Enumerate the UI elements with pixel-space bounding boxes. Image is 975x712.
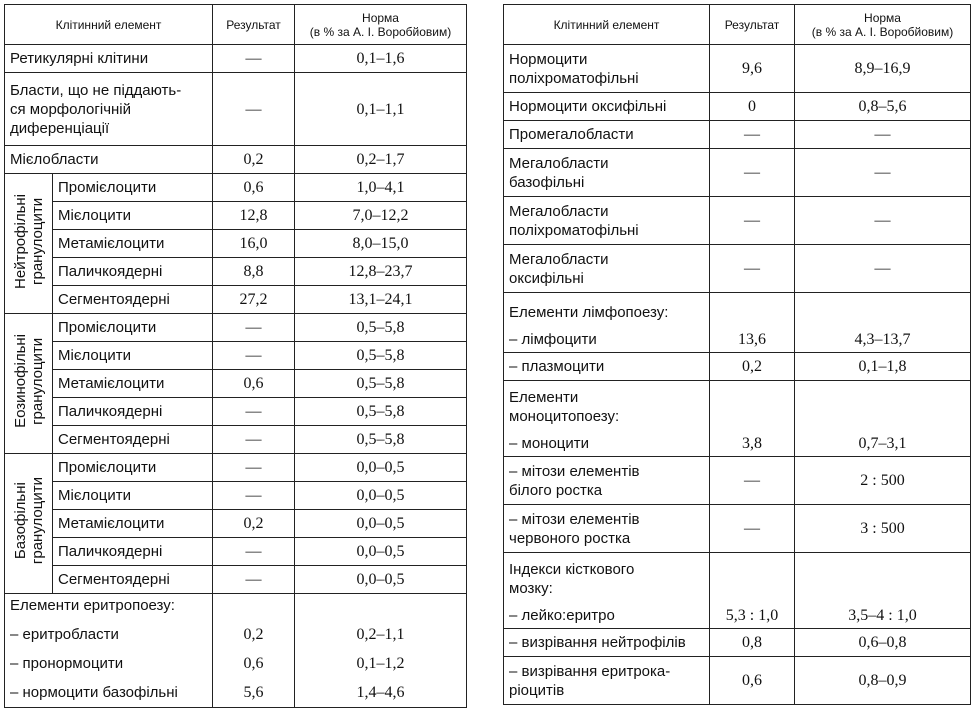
table-row [5, 202, 467, 230]
header-row [5, 5, 467, 45]
cell-element: Бласти, що не піддають- ся морфологічній диференціації [5, 73, 213, 146]
cell-result: 12,8 [213, 202, 295, 230]
cell-norm: 0,5–5,8 [295, 370, 467, 398]
cell-norm: 0,0–0,5 [295, 538, 467, 566]
cell-result: 16,0 [213, 230, 295, 258]
erythro-element: – пронормоцити [10, 655, 124, 672]
cell-norm: — [795, 149, 971, 197]
cell-result [213, 594, 295, 708]
cell-result: 0,6 [213, 174, 295, 202]
cell-result: — [710, 121, 795, 149]
cell-norm [295, 594, 467, 708]
group-label [5, 174, 53, 314]
cell-norm: 0,0–0,5 [295, 510, 467, 538]
cell-element: Мієлоцити [53, 342, 213, 370]
cell-norm: 3 : 500 [795, 505, 971, 553]
mono-block-heading: Елементи моноцитопоезу: [509, 389, 620, 425]
cell-norm: 2 : 500 [795, 457, 971, 505]
cell-result: 0,8 [710, 629, 795, 657]
cell-norm: 0,1–1,1 [295, 73, 467, 146]
cell-norm: 0,2–1,7 [295, 146, 467, 174]
cell-element: Промегалобласти [504, 121, 710, 149]
table-row [5, 45, 467, 73]
table-row [5, 230, 467, 258]
cell-norm: 0,1–1,8 [795, 353, 971, 381]
cell-element: Нормоцити оксифільні [504, 93, 710, 121]
header-element: Клітинний елемент [5, 5, 213, 45]
erythro-heading: Елементи еритропоезу: [10, 597, 175, 614]
right-table [503, 4, 971, 705]
cell-element: Мієлоцити [53, 482, 213, 510]
cell-norm: 0,8–0,9 [795, 657, 971, 705]
cell-element: Паличкоядерні [53, 398, 213, 426]
cell-element: – визрівання еритрока- ріоцитів [504, 657, 710, 705]
cell-result: — [710, 149, 795, 197]
left-table [4, 4, 467, 708]
cell-result: — [213, 482, 295, 510]
cell-result: 0,2 [710, 353, 795, 381]
cell-result: — [213, 314, 295, 342]
erythro-element: – еритробласти [10, 626, 119, 643]
cell-result: 9,6 [710, 45, 795, 93]
cell-norm: 13,1–24,1 [295, 286, 467, 314]
table-row [5, 482, 467, 510]
erythro-result: 0,6 [243, 655, 264, 672]
cell-result: — [213, 45, 295, 73]
cell-result: 3,8 [710, 381, 795, 457]
cell-element: Промієлоцити [53, 454, 213, 482]
group-label-text: Еозинофільні гранулоцити [11, 334, 46, 428]
cell-norm: 0,5–5,8 [295, 426, 467, 454]
table-row [5, 454, 467, 482]
table-row [5, 566, 467, 594]
table-row [504, 149, 971, 197]
cell-result: — [213, 426, 295, 454]
cell-result: — [710, 457, 795, 505]
header-result: Результат [213, 5, 295, 45]
cell-element: – мітози елементів білого ростка [504, 457, 710, 505]
cell-norm: 0,1–1,6 [295, 45, 467, 73]
cell-norm: — [795, 245, 971, 293]
table-row [5, 538, 467, 566]
cell-element: Мієлобласти [5, 146, 213, 174]
table-row [5, 398, 467, 426]
cell-element: Метамієлоцити [53, 230, 213, 258]
table-row [5, 342, 467, 370]
header-element: Клітинний елемент [504, 5, 710, 45]
cell-element: Промієлоцити [53, 174, 213, 202]
table-row [5, 286, 467, 314]
cell-result: — [710, 505, 795, 553]
cell-norm: 1,0–4,1 [295, 174, 467, 202]
erythro-block [5, 594, 467, 708]
table-row [5, 510, 467, 538]
cell-element: Нормоцити поліхроматофільні [504, 45, 710, 93]
table-row [504, 245, 971, 293]
table-row [504, 457, 971, 505]
cell-result: 5,3 : 1,0 [710, 553, 795, 629]
cell-result: 0,6 [710, 657, 795, 705]
table-row [504, 353, 971, 381]
cell-result: — [710, 245, 795, 293]
header-norm: Норма (в % за А. І. Воробйовим) [295, 5, 467, 45]
mono-block [504, 381, 971, 457]
header-result: Результат [710, 5, 795, 45]
cell-norm: — [795, 121, 971, 149]
indices-block [504, 553, 971, 629]
table-row [504, 657, 971, 705]
cell-norm: 8,9–16,9 [795, 45, 971, 93]
cell-element: – плазмоцити [504, 353, 710, 381]
cell-element: Метамієлоцити [53, 510, 213, 538]
cell-result: 0 [710, 93, 795, 121]
cell-result: — [213, 454, 295, 482]
spacer [300, 596, 461, 615]
cell-result: — [213, 566, 295, 594]
group-label [5, 314, 53, 454]
table-row [5, 370, 467, 398]
cell-element: Сегментоядерні [53, 426, 213, 454]
group-label-text: Базофільні гранулоцити [11, 477, 46, 565]
cell-element: – визрівання нейтрофілів [504, 629, 710, 657]
cell-element: – мітози елементів червоного ростка [504, 505, 710, 553]
cell-element: Метамієлоцити [53, 370, 213, 398]
indices-block-heading: Індекси кісткового мозку: [509, 561, 635, 597]
erythro-element: – нормоцити базофільні [10, 684, 178, 701]
cell-norm: 0,8–5,6 [795, 93, 971, 121]
table-row [504, 629, 971, 657]
cell-result: — [213, 342, 295, 370]
erythro-norm: 0,1–1,2 [356, 655, 405, 672]
cell-result: — [213, 73, 295, 146]
table-row [5, 314, 467, 342]
cell-result: 13,6 [710, 293, 795, 353]
cell-element: Мієлоцити [53, 202, 213, 230]
cell-norm: 0,6–0,8 [795, 629, 971, 657]
cell-norm: 8,0–15,0 [295, 230, 467, 258]
cell-element [504, 553, 710, 629]
mono-block-element: – моноцити [509, 435, 590, 452]
cell-norm: 0,0–0,5 [295, 482, 467, 510]
cell-norm: — [795, 197, 971, 245]
cell-element [5, 594, 213, 708]
cell-norm: 7,0–12,2 [295, 202, 467, 230]
cell-element [504, 293, 710, 353]
cell-norm: 0,5–5,8 [295, 398, 467, 426]
cell-norm: 12,8–23,7 [295, 258, 467, 286]
cell-norm: 0,0–0,5 [295, 454, 467, 482]
cell-element: Мегалобласти поліхроматофільні [504, 197, 710, 245]
cell-norm: 0,7–3,1 [795, 381, 971, 457]
erythro-result: 0,2 [243, 626, 264, 643]
table-row [504, 45, 971, 93]
table-row [5, 174, 467, 202]
cell-result: — [213, 538, 295, 566]
cell-element: Мегалобласти оксифільні [504, 245, 710, 293]
cell-result: — [213, 398, 295, 426]
table-row [504, 505, 971, 553]
lympho-block-element: – лімфоцити [509, 331, 597, 348]
spacer [218, 596, 289, 615]
cell-norm: 0,5–5,8 [295, 342, 467, 370]
table-row [5, 73, 467, 146]
table-row [504, 93, 971, 121]
table-row [504, 197, 971, 245]
cell-norm: 3,5–4 : 1,0 [795, 553, 971, 629]
cell-element: Сегментоядерні [53, 566, 213, 594]
group-label [5, 454, 53, 594]
header-row [504, 5, 971, 45]
erythro-norm: 1,4–4,6 [356, 684, 405, 701]
cell-result: 27,2 [213, 286, 295, 314]
cell-element: Ретикулярні клітини [5, 45, 213, 73]
erythro-result: 5,6 [243, 684, 264, 701]
cell-element [504, 381, 710, 457]
cell-element: Сегментоядерні [53, 286, 213, 314]
header-norm: Норма (в % за А. І. Воробйовим) [795, 5, 971, 45]
table-row [5, 426, 467, 454]
cell-result: 0,6 [213, 370, 295, 398]
lympho-block [504, 293, 971, 353]
indices-block-element: – лейко:еритро [509, 607, 615, 624]
cell-result: 0,2 [213, 146, 295, 174]
table-row [5, 146, 467, 174]
erythro-norm: 0,2–1,1 [356, 626, 405, 643]
cell-norm: 0,0–0,5 [295, 566, 467, 594]
lympho-block-heading: Елементи лімфопоезу: [509, 304, 669, 321]
cell-element: Мегалобласти базофільні [504, 149, 710, 197]
cell-element: Промієлоцити [53, 314, 213, 342]
cell-norm: 4,3–13,7 [795, 293, 971, 353]
cell-result: — [710, 197, 795, 245]
cell-element: Паличкоядерні [53, 258, 213, 286]
cell-element: Паличкоядерні [53, 538, 213, 566]
cell-result: 8,8 [213, 258, 295, 286]
table-row [504, 121, 971, 149]
group-label-text: Нейтрофільні гранулоцити [11, 193, 46, 289]
table-row [5, 258, 467, 286]
cell-norm: 0,5–5,8 [295, 314, 467, 342]
cell-result: 0,2 [213, 510, 295, 538]
